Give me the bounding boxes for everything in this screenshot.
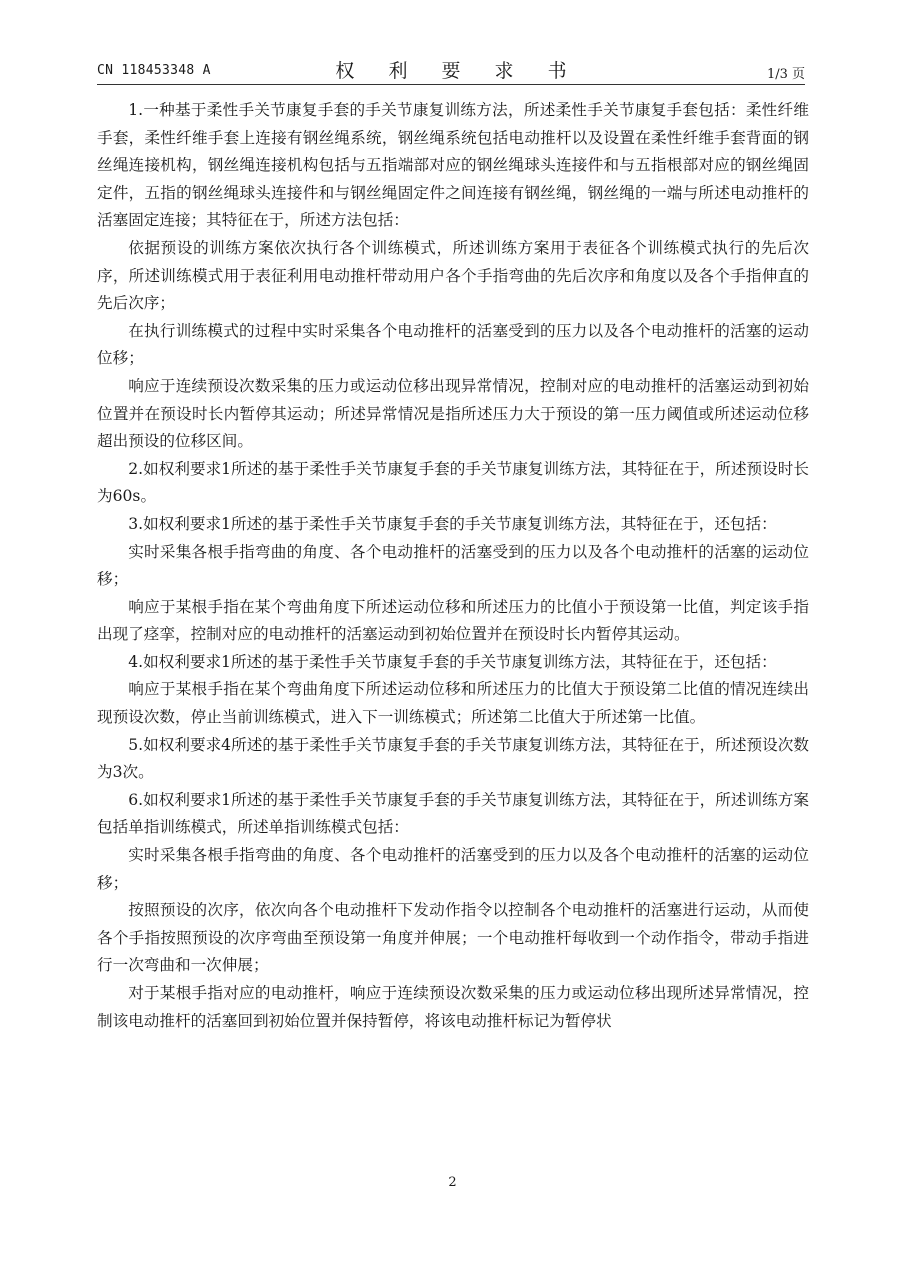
header-divider <box>97 84 805 85</box>
claim-4-step-1: 响应于某根手指在某个弯曲角度下所述运动位移和所述压力的比值大于预设第二比值的情况连续出现预设次数，停止当前训练模式，进入下一训练模式；所述第二比值大于所述第一比值。 <box>97 680 809 727</box>
claim-1-step-2: 在执行训练模式的过程中实时采集各个电动推杆的活塞受到的压力以及各个电动推杆的活塞的运动位移； <box>97 321 809 368</box>
claim-6-paragraph: 6.如权利要求1所述的基于柔性手关节康复手套的手关节康复训练方法，其特征在于，所述训练方案包括单指训练模式，所述单指训练模式包括： <box>97 790 809 837</box>
claim-1-step-1: 依据预设的训练方案依次执行各个训练模式，所述训练方案用于表征各个训练模式执行的先后次序，所述训练模式用于表征利用电动推杆带动用户各个手指弯曲的先后次序和角度以及各个手指伸直的先后次序； <box>97 238 809 313</box>
publication-number: CN 118453348 A <box>97 63 211 78</box>
page-number: 2 <box>448 1175 457 1190</box>
claim-1-step-3: 响应于连续预设次数采集的压力或运动位移出现异常情况，控制对应的电动推杆的活塞运动到初始位置并在预设时长内暂停其运动；所述异常情况是指所述压力大于预设的第一压力阈值或所述运动位移超出预设的位移区间。 <box>97 376 809 451</box>
claim-1-paragraph: 1.一种基于柔性手关节康复手套的手关节康复训练方法，所述柔性手关节康复手套包括：柔性纤维手套，柔性纤维手套上连接有钢丝绳系统，钢丝绳系统包括电动推杆以及设置在柔性纤维手套背面的钢丝绳连接机构，钢丝绳连接机构包括与五指端部对应的钢丝绳球头连接件和与五指根部对应的钢丝绳固定件，五指的钢丝绳球头连接件和与钢丝绳固定件之间连接有钢丝绳，钢丝绳的一端与所述电动推杆的活塞固定连接；其特征在于，所述方法包括： <box>97 101 809 230</box>
claim-6-step-1: 实时采集各根手指弯曲的角度、各个电动推杆的活塞受到的压力以及各个电动推杆的活塞的运动位移； <box>97 846 809 892</box>
page-header <box>97 56 805 84</box>
claim-3-paragraph: 3.如权利要求1所述的基于柔性手关节康复手套的手关节康复训练方法，其特征在于，还包括： <box>128 514 777 533</box>
claim-6-step-3: 对于某根手指对应的电动推杆，响应于连续预设次数采集的压力或运动位移出现所述异常情况，控制该电动推杆的活塞回到初始位置并保持暂停，将该电动推杆标记为暂停状 <box>97 984 809 1030</box>
claim-4-paragraph: 4.如权利要求1所述的基于柔性手关节康复手套的手关节康复训练方法，其特征在于，还包括： <box>128 652 777 671</box>
claim-5-paragraph: 5.如权利要求4所述的基于柔性手关节康复手套的手关节康复训练方法，其特征在于，所述预设次数为3次。 <box>97 735 809 782</box>
claim-2-paragraph: 2.如权利要求1所述的基于柔性手关节康复手套的手关节康复训练方法，其特征在于，所述预设时长为60s。 <box>97 459 809 506</box>
document-title: 权 利 要 求 书 <box>335 60 581 82</box>
claim-6-step-2: 按照预设的次序，依次向各个电动推杆下发动作指令以控制各个电动推杆的活塞进行运动，从而使各个手指按照预设的次序弯曲至预设第一角度并伸展；一个电动推杆每收到一个动作指令，带动手指进行一次弯曲和一次伸展； <box>97 901 809 975</box>
page-count: 1/3 页 <box>766 67 805 82</box>
claim-3-step-2: 响应于某根手指在某个弯曲角度下所述运动位移和所述压力的比值小于预设第一比值，判定该手指出现了痉挛，控制对应的电动推杆的活塞运动到初始位置并在预设时长内暂停其运动。 <box>97 597 809 644</box>
claim-3-step-1: 实时采集各根手指弯曲的角度、各个电动推杆的活塞受到的压力以及各个电动推杆的活塞的运动位移； <box>97 542 809 589</box>
claims-body <box>97 97 809 1035</box>
